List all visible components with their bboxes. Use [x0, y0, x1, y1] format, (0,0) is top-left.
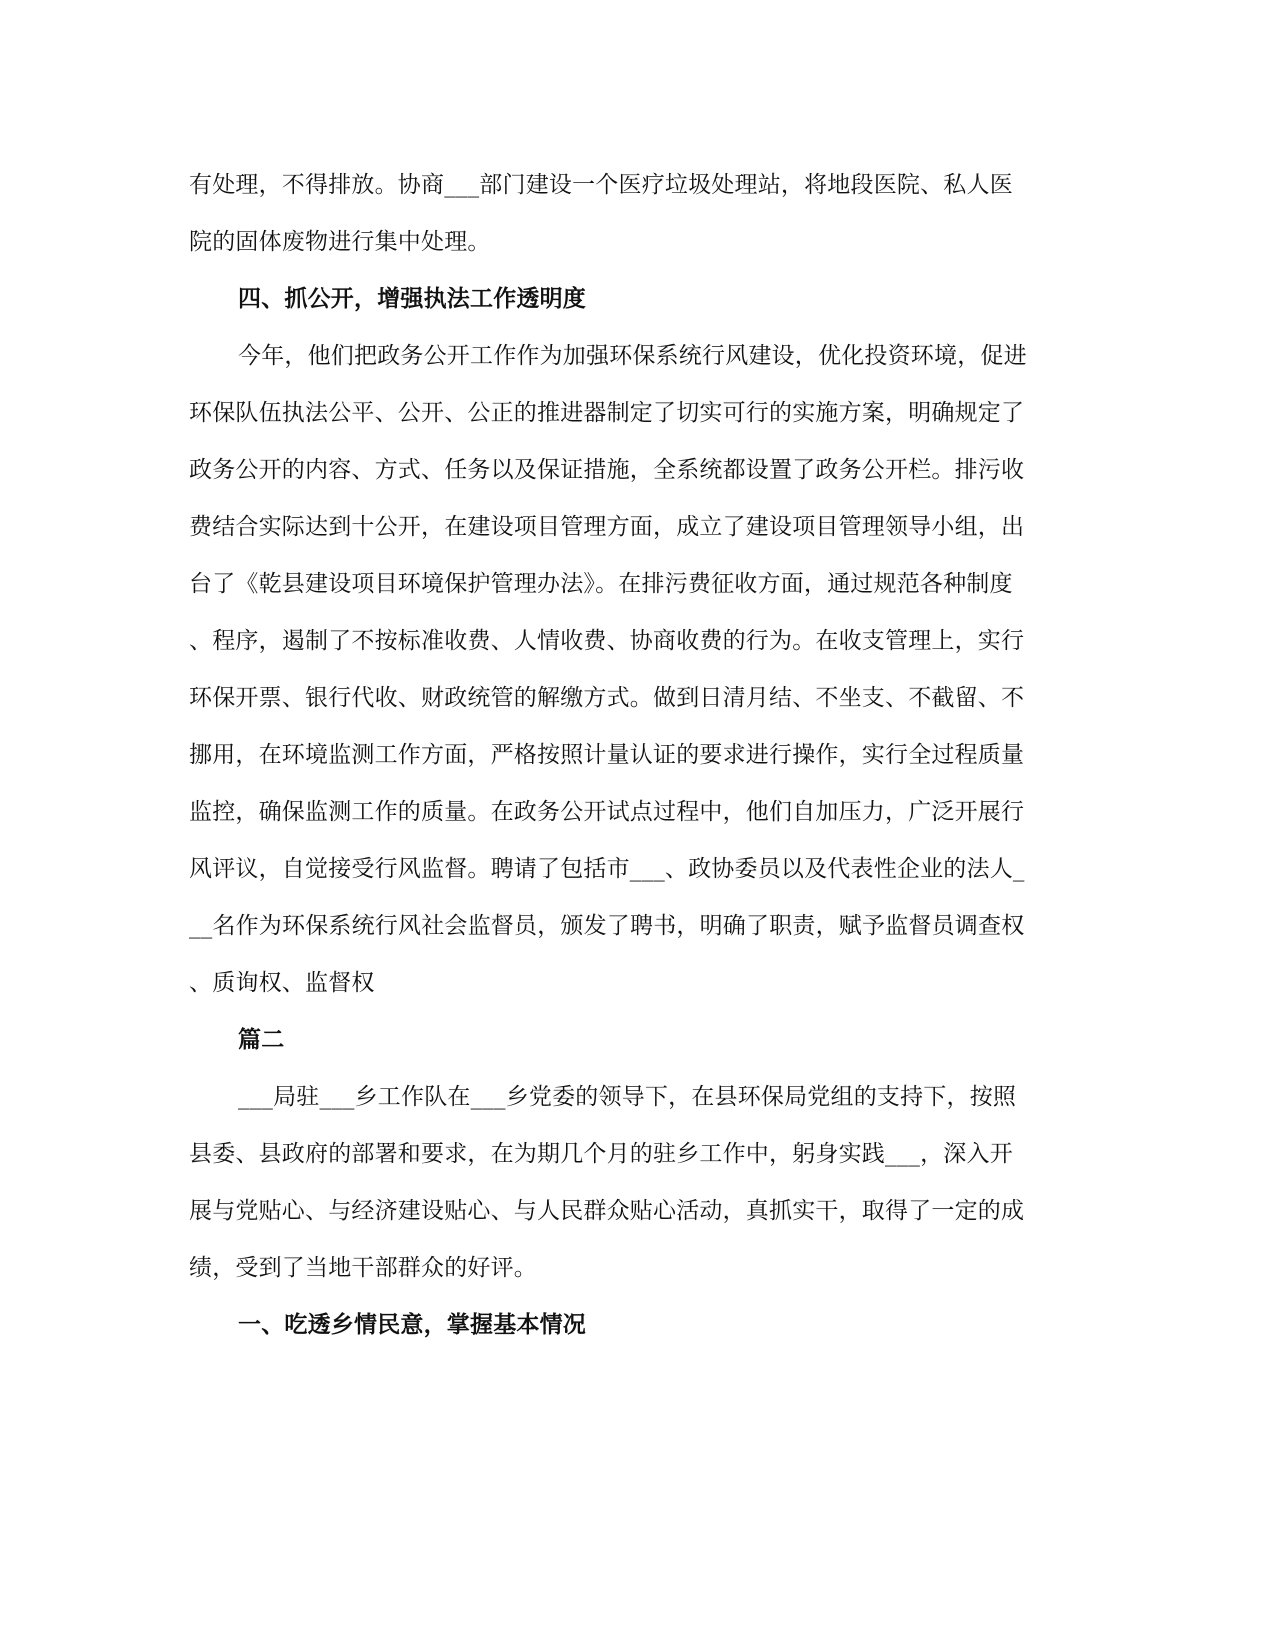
body-text-line: 台了《乾县建设项目环境保护管理办法》。在排污费征收方面，通过规范各种制度 — [189, 571, 1013, 597]
section-heading: 四、抓公开，增强执法工作透明度 — [238, 285, 586, 312]
body-text-line: 县委、县政府的部署和要求，在为期几个月的驻乡工作中，躬身实践___，深入开 — [189, 1141, 1013, 1167]
body-text-line: 挪用，在环境监测工作方面，严格按照计量认证的要求进行操作，实行全过程质量 — [189, 742, 1025, 768]
body-text-line: 、程序，遏制了不按标准收费、人情收费、协商收费的行为。在收支管理上，实行 — [189, 628, 1025, 654]
body-text-line: 风评议，自觉接受行风监督。聘请了包括市___、政协委员以及代表性企业的法人_ — [189, 856, 1025, 882]
body-text-line: 院的固体废物进行集中处理。 — [189, 229, 491, 255]
body-text-line: __名作为环保系统行风社会监督员，颁发了聘书，明确了职责，赋予监督员调查权 — [189, 913, 1025, 939]
body-text-line: ___局驻___乡工作队在___乡党委的领导下，在县环保局党组的支持下，按照 — [238, 1084, 1017, 1110]
body-text-line: 展与党贴心、与经济建设贴心、与人民群众贴心活动，真抓实干，取得了一定的成 — [189, 1198, 1025, 1224]
body-text-line: 环保开票、银行代收、财政统管的解缴方式。做到日清月结、不坐支、不截留、不 — [189, 685, 1025, 711]
body-text-line: 费结合实际达到十公开，在建设项目管理方面，成立了建设项目管理领导小组，出 — [189, 514, 1025, 540]
body-text-line: 、质询权、监督权 — [189, 970, 375, 996]
section-heading: 篇二 — [238, 1026, 285, 1053]
section-heading: 一、吃透乡情民意，掌握基本情况 — [238, 1311, 586, 1338]
body-text-line: 环保队伍执法公平、公开、公正的推进器制定了切实可行的实施方案，明确规定了 — [189, 400, 1025, 426]
body-text-line: 监控，确保监测工作的质量。在政务公开试点过程中，他们自加压力，广泛开展行 — [189, 799, 1025, 825]
body-text-line: 政务公开的内容、方式、任务以及保证措施，全系统都设置了政务公开栏。排污收 — [189, 457, 1025, 483]
body-text-line: 有处理，不得排放。协商___部门建设一个医疗垃圾处理站，将地段医院、私人医 — [189, 172, 1013, 198]
body-text-line: 今年，他们把政务公开工作作为加强环保系统行风建设，优化投资环境，促进 — [238, 343, 1027, 369]
body-text-line: 绩，受到了当地干部群众的好评。 — [189, 1255, 537, 1281]
